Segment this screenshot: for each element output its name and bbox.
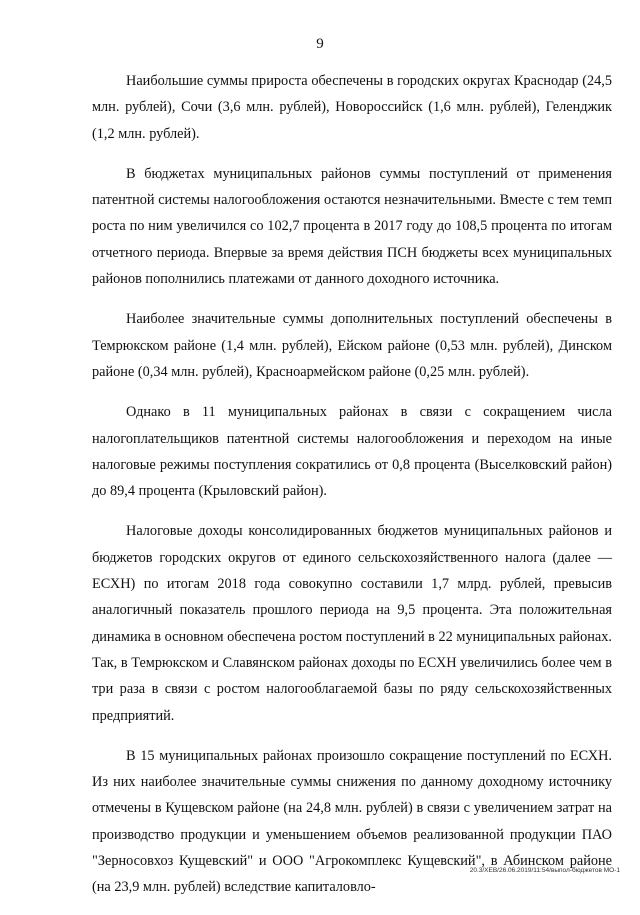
- paragraph-5: Налоговые доходы консолидированных бюджетов муниципальных районов и бюджетов городских округов от единого сельскохозяйственного налога (далее — ЕСХН) по итогам 2018 года совокупно составили 1,7 млрд. рублей, превысив аналогичный показатель прошлого периода на 9,5 процента. Эта положительная динамика в основном обеспечена ростом поступлений в 22 муниципальных районах. Так, в Темрюкском и Славянском районах доходы по ЕСХН увеличились более чем в три раза в связи с ростом налогооблагаемой базы по ряду сельскохозяйственных предприятий.: [92, 523, 612, 724]
- paragraph-4: Однако в 11 муниципальных районах в связи с сокращением числа налогоплательщиков патентной системы налогообложения и переходом на иные налоговые режимы поступления сократились от 0,8 процента (Выселковский район) до 89,4 процента (Крыловский район).: [92, 404, 612, 500]
- paragraph-1: Наибольшие суммы прироста обеспечены в городских округах Краснодар (24,5 млн. рублей), Сочи (3,6 млн. рублей), Новороссийск (1,6 млн. рублей), Геленджик (1,2 млн. рублей).: [92, 73, 612, 142]
- paragraph-2: В бюджетах муниципальных районов суммы поступлений от применения патентной системы налогообложения остаются незначительными. Вместе с тем темп роста по ним увеличился со 102,7 процента в 2017 году до 108,5 процента по итогам отчетного периода. Впервые за время действия ПСН бюджеты всех муниципальных районов пополнились платежами от данного доходного источника.: [92, 165, 612, 288]
- footer-reference: 20.3/ХЕВ/26.06.2019/11:54/выпол-бюджетов МО-1: [469, 867, 620, 874]
- paragraph-6: В 15 муниципальных районах произошло сокращение поступлений по ЕСХН. Из них наиболее значительные суммы снижения по данному доходному источнику отмечены в Кущевском районе (на 24,8 млн. рублей) в связи с увеличением затрат на производство продукции и уменьшением объемов реализованной продукции ПАО "Зерносовхоз Кущевский" и ООО "Агрокомплекс Кущевский", в Абинском районе (на 23,9 млн. рублей) вследствие капиталовло-: [92, 747, 612, 896]
- paragraph-3: Наиболее значительные суммы дополнительных поступлений обеспечены в Темрюкском районе (1,4 млн. рублей), Ейском районе (0,53 млн. рублей), Динском районе (0,34 млн. рублей), Красноармейском районе (0,25 млн. рублей).: [92, 311, 612, 380]
- page-number: 9: [316, 36, 324, 52]
- document-body: [92, 68, 612, 915]
